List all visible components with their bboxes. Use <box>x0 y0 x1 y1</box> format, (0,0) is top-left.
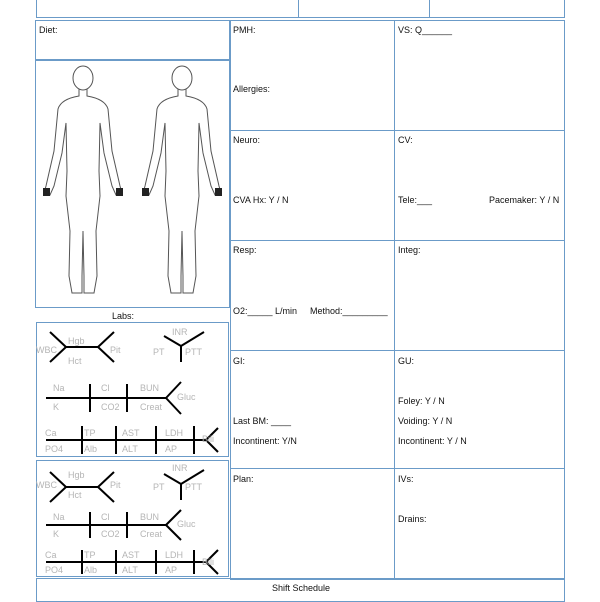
cv-label: CV: <box>398 135 413 145</box>
lab-ptt: PTT <box>185 347 202 357</box>
coag-line <box>164 336 181 346</box>
top-strip <box>36 0 565 18</box>
lab-hct: Hct <box>68 490 82 500</box>
method-label: Method:_________ <box>310 306 388 316</box>
lab-po4: PO4 <box>45 444 64 454</box>
lab-hct: Hct <box>68 356 82 366</box>
lab-ap: AP <box>165 444 178 454</box>
lab-tp: TP <box>84 428 96 438</box>
grid-frame <box>230 20 565 580</box>
lab-pt: PT <box>153 347 165 357</box>
lab-ptt: PTT <box>185 482 202 492</box>
lab-k: K <box>53 529 60 539</box>
incontinent-gi-label: Incontinent: Y/N <box>233 436 297 446</box>
cva-label: CVA Hx: Y / N <box>233 195 289 205</box>
lab-pt: PT <box>153 482 165 492</box>
lab-hgb: Hgb <box>68 336 85 346</box>
lab-ast: AST <box>122 428 140 438</box>
hand-marks <box>43 188 222 196</box>
drains-label: Drains: <box>398 514 427 524</box>
lab-bun: BUN <box>140 512 160 522</box>
lab-cl: Cl <box>101 383 110 393</box>
body-front-outline <box>44 66 122 293</box>
grid-row-divider <box>230 350 565 351</box>
last-bm-label: Last BM: ____ <box>233 416 292 426</box>
vs-label: VS: Q______ <box>398 25 453 35</box>
neuro-label: Neuro: <box>233 135 261 145</box>
pmh-label: PMH: <box>233 25 256 35</box>
incontinent-gu-label: Incontinent: Y / N <box>398 436 467 446</box>
lab-bili: Bili <box>202 557 215 567</box>
resp-label: Resp: <box>233 245 257 255</box>
lab-wbc: WBC <box>36 345 57 355</box>
grid-row-divider <box>230 240 565 241</box>
lab-alt: ALT <box>122 444 138 454</box>
lab-alt: ALT <box>122 565 138 575</box>
grid-row-divider <box>230 468 565 469</box>
lab-na: Na <box>53 512 65 522</box>
lab-tp: TP <box>84 550 96 560</box>
lab-alb: Alb <box>84 444 98 454</box>
lab-ca: Ca <box>45 550 57 560</box>
lab-wbc: WBC <box>36 480 57 490</box>
voiding-label: Voiding: Y / N <box>398 416 453 426</box>
shift-schedule-label: Shift Schedule <box>272 583 331 593</box>
lab-cl: Cl <box>101 512 110 522</box>
top-divider <box>429 0 430 18</box>
diet-label: Diet: <box>39 25 58 35</box>
pacemaker-label: Pacemaker: Y / N <box>489 195 560 205</box>
lab-bili: Bili <box>202 434 215 444</box>
allergies-label: Allergies: <box>233 84 271 94</box>
gu-label: GU: <box>398 356 415 366</box>
lab-hgb: Hgb <box>68 470 85 480</box>
labs-title: Labs: <box>112 311 135 321</box>
lab-na: Na <box>53 383 65 393</box>
lab-creat: Creat <box>140 529 163 539</box>
lab-bun: BUN <box>140 383 160 393</box>
lab-ldh: LDH <box>165 428 184 438</box>
lab-inr: INR <box>172 327 188 337</box>
lab-gluc: Gluc <box>177 392 196 402</box>
diet-cell <box>35 20 230 60</box>
integ-label: Integ: <box>398 245 421 255</box>
lab-co2: CO2 <box>101 529 120 539</box>
lab-pit: Pit <box>110 345 121 355</box>
lab-k: K <box>53 402 60 412</box>
body-diagram <box>36 61 229 307</box>
lab-pit: Pit <box>110 480 121 490</box>
o2-label: O2:_____ L/min <box>233 306 298 316</box>
lab-ast: AST <box>122 550 140 560</box>
lab-ldh: LDH <box>165 550 184 560</box>
ivs-label: IVs: <box>398 474 414 484</box>
gi-label: GI: <box>233 356 246 366</box>
plan-label: Plan: <box>233 474 254 484</box>
top-divider <box>298 0 299 18</box>
body-back-outline <box>143 66 221 293</box>
grid-col-divider <box>394 20 395 580</box>
foley-label: Foley: Y / N <box>398 396 445 406</box>
grid-row-divider <box>230 130 565 131</box>
lab-ap: AP <box>165 565 178 575</box>
lab-ca: Ca <box>45 428 57 438</box>
tele-label: Tele:___ <box>398 195 433 205</box>
lab-alb: Alb <box>84 565 98 575</box>
lab-po4: PO4 <box>45 565 64 575</box>
lab-gluc: Gluc <box>177 519 196 529</box>
lab-co2: CO2 <box>101 402 120 412</box>
lab-inr: INR <box>172 463 188 473</box>
lab-creat: Creat <box>140 402 163 412</box>
